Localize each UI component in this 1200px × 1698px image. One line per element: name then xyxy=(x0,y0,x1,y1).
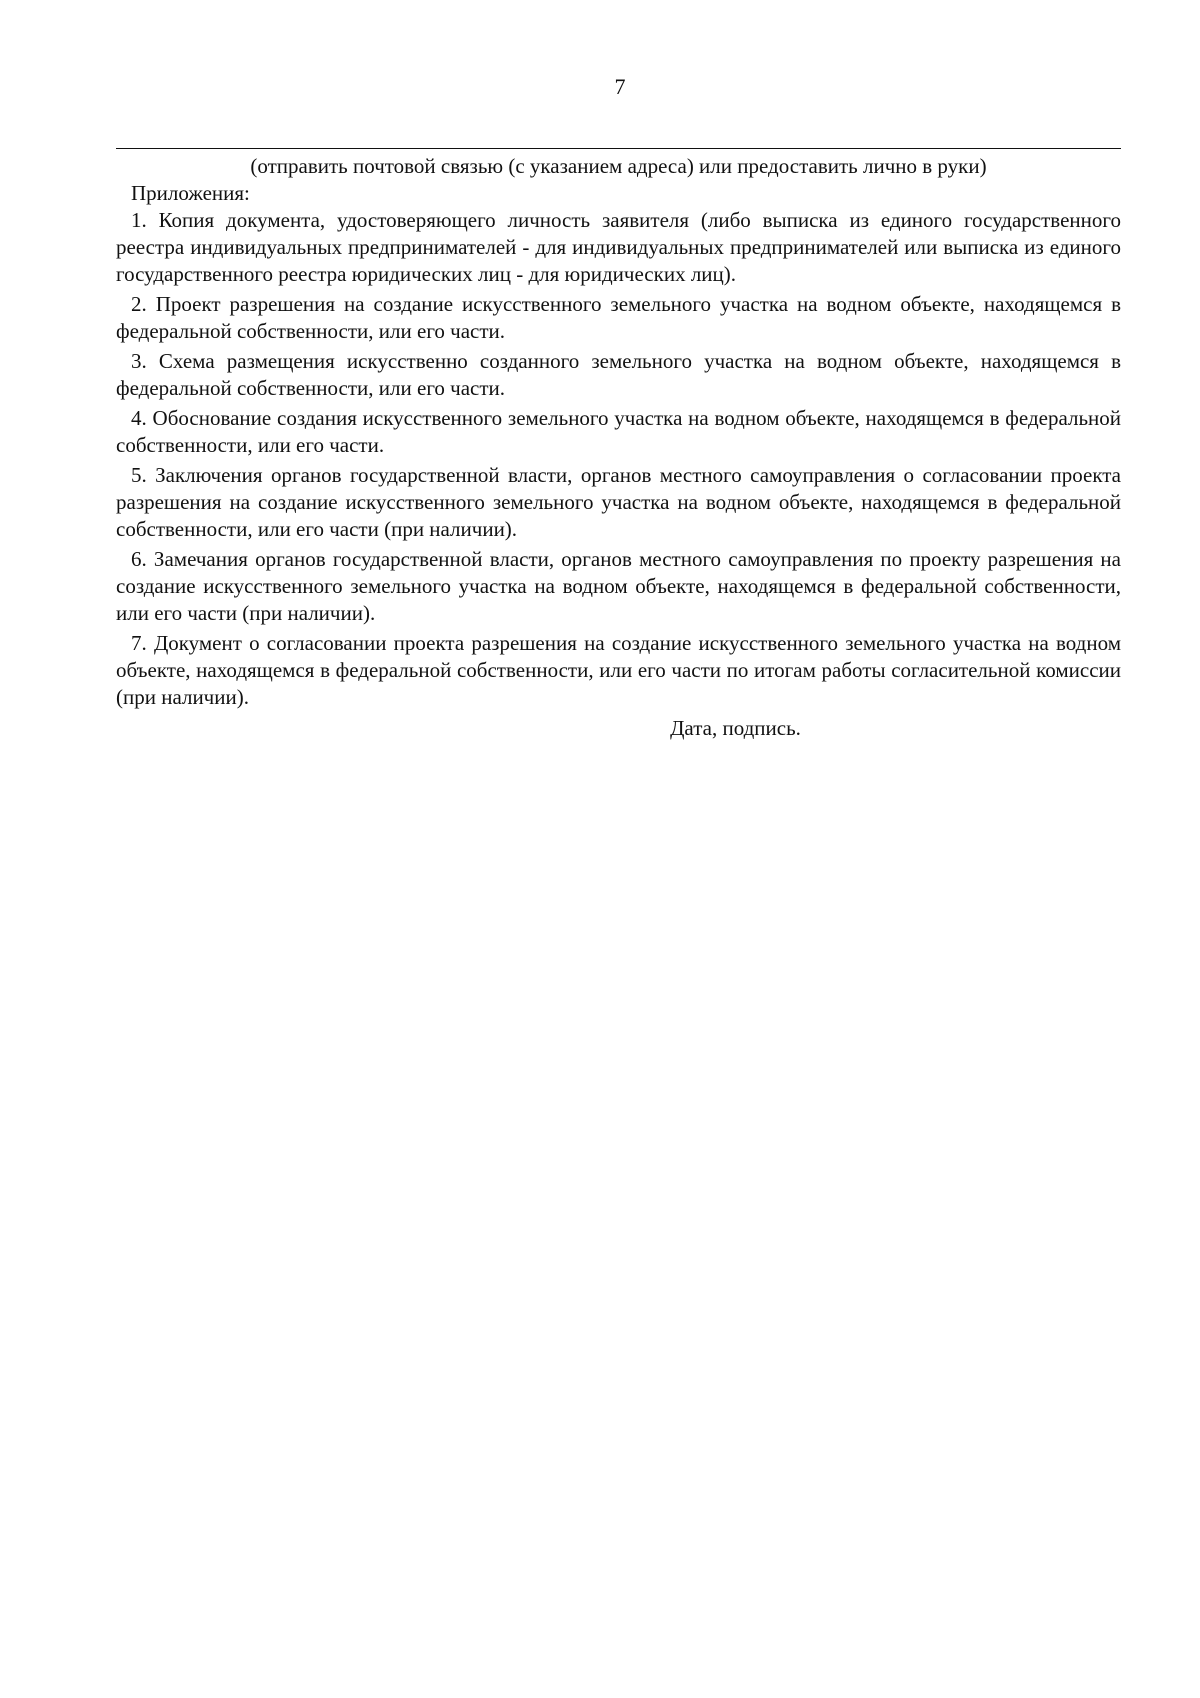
attachment-item: 2. Проект разрешения на создание искусственного земельного участка на водном объекте, находящемся в федеральной собственности, или его части. xyxy=(116,292,1121,343)
attachments-heading: Приложения: xyxy=(131,181,250,205)
attachment-item: 1. Копия документа, удостоверяющего личность заявителя (либо выписка из единого государственного реестра индивидуальных предпринимателей - для индивидуальных предпринимателей или выписка из единого государственного реестра юридических лиц - для юридических лиц). xyxy=(116,208,1121,286)
document-body xyxy=(116,148,1121,742)
fill-in-line xyxy=(116,148,1121,149)
attachment-item: 4. Обоснование создания искусственного земельного участка на водном объекте, находящемся в федеральной собственности, или его части. xyxy=(116,406,1121,457)
attachment-item: 6. Замечания органов государственной власти, органов местного самоуправления по проекту разрешения на создание искусственного земельного участка на водном объекте, находящемся в федеральной собственности, или его части (при наличии). xyxy=(116,547,1121,625)
attachment-item: 3. Схема размещения искусственно созданного земельного участка на водном объекте, находящемся в федеральной собственности, или его части. xyxy=(116,349,1121,400)
attachment-item: 5. Заключения органов государственной власти, органов местного самоуправления о согласовании проекта разрешения на создание искусственного земельного участка на водном объекте, находящемся в федеральной собственности, или его части (при наличии). xyxy=(116,463,1121,541)
page-number: 7 xyxy=(614,74,626,99)
delivery-method-note: (отправить почтовой связью (с указанием адреса) или предоставить лично в руки) xyxy=(250,154,987,178)
attachment-item: 7. Документ о согласовании проекта разрешения на создание искусственного земельного участка на водном объекте, находящемся в федеральной собственности, или его части по итогам работы согласительной комиссии (при наличии). xyxy=(116,631,1121,709)
date-signature-line: Дата, подпись. xyxy=(670,716,801,740)
attachments-list xyxy=(116,207,1121,711)
